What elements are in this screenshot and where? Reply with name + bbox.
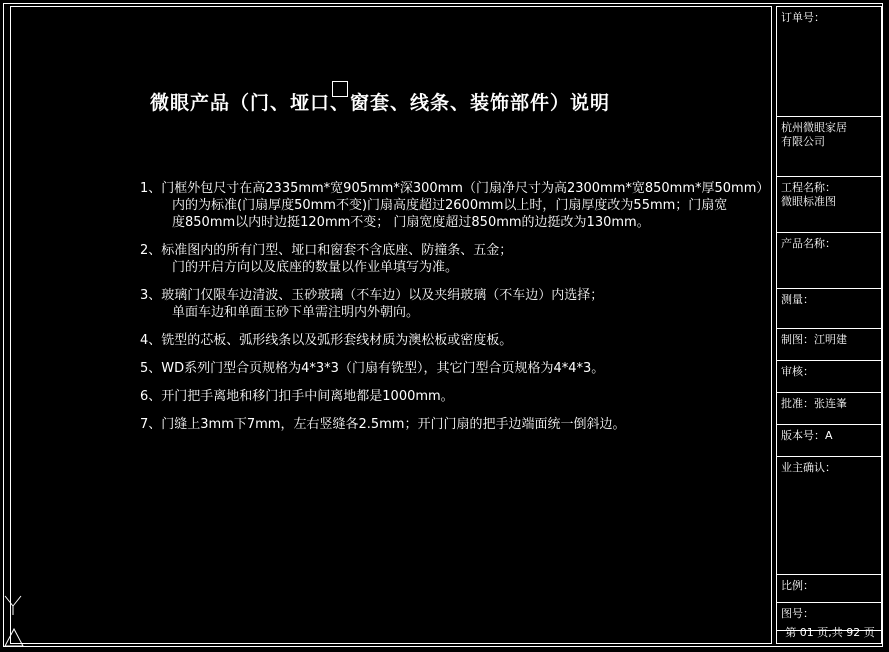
note-line: 6、开门把手离地和移门扣手中间离地都是1000mm。 — [140, 389, 454, 404]
note-item — [140, 332, 760, 349]
title-block-drafter — [777, 329, 881, 361]
check-label: 审核： — [781, 365, 814, 378]
title-block-measure — [777, 289, 881, 329]
order-no-label: 订单号： — [781, 11, 825, 24]
approve-label: 批准：张连峯 — [781, 397, 847, 410]
note-item — [140, 360, 760, 377]
title-block-owner — [777, 457, 881, 575]
note-item — [140, 287, 760, 321]
title-block-scale — [777, 575, 881, 603]
title-block — [776, 6, 882, 644]
note-line: 门的开启方向以及底座的数量以作业单填写为准。 — [172, 260, 459, 275]
note-line: 3、玻璃门仅限车边清波、玉砂玻璃（不车边）以及夹绢玻璃（不车边）内选择； — [140, 288, 604, 303]
triangle-marker-icon — [3, 626, 25, 648]
title-block-product — [777, 233, 881, 289]
note-line: 5、WD系列门型合页规格为4*3*3（门扇有铣型），其它门型合页规格为4*4*3。 — [140, 361, 605, 376]
title-block-approver — [777, 393, 881, 425]
title-block-version — [777, 425, 881, 457]
note-item — [140, 416, 760, 433]
page-title: 微眼产品（门、垭口、窗套、线条、装饰部件）说明 — [150, 92, 611, 114]
note-line: 单面车边和单面玉砂下单需注明内外朝向。 — [172, 305, 420, 320]
drafter-label: 制图：江明建 — [781, 333, 847, 346]
note-item — [140, 388, 760, 405]
note-line: 7、门缝上3mm下7mm，左右竖缝各2.5mm；开门门扇的把手边端面统一倒斜边。 — [140, 417, 626, 432]
company-name-line2: 有限公司 — [781, 135, 825, 148]
measure-label: 测量： — [781, 293, 814, 306]
note-item — [140, 242, 760, 276]
drawing-no-label: 图号： — [781, 607, 814, 620]
project-label: 工程名称： — [781, 181, 836, 194]
title-block-marker-icon — [332, 81, 348, 97]
project-value: 微眼标准图 — [781, 195, 836, 208]
title-block-project — [777, 177, 881, 233]
scale-label: 比例： — [781, 579, 814, 592]
notes-list — [140, 180, 770, 444]
page-footer: 第 01 页,共 92 页 — [785, 626, 875, 639]
note-line: 2、标准图内的所有门型、垭口和窗套不含底座、防撞条、五金； — [140, 243, 513, 258]
note-line: 1、门框外包尺寸在高2335mm*宽905mm*深300mm（门扇净尺寸为高2300mm*宽850mm*厚50mm） — [140, 181, 770, 196]
title-block-order-no — [777, 7, 881, 117]
title-block-company — [777, 117, 881, 177]
owner-label: 业主确认： — [781, 461, 836, 474]
note-line: 度850mm以内时边挺120mm不变； 门扇宽度超过850mm的边挺改为130mm。 — [172, 215, 650, 230]
arrow-marker-icon — [3, 594, 23, 616]
version-label: 版本号：A — [781, 429, 833, 442]
note-line: 内的为标准(门扇厚度50mm不变)门扇高度超过2600mm以上时，门扇厚度改为55mm；门扇宽 — [172, 198, 728, 213]
product-label: 产品名称： — [781, 237, 836, 250]
company-name-line1: 杭州微眼家居 — [781, 121, 847, 134]
title-block-checker — [777, 361, 881, 393]
note-line: 4、铣型的芯板、弧形线条以及弧形套线材质为澳松板或密度板。 — [140, 333, 513, 348]
note-item — [140, 180, 770, 231]
